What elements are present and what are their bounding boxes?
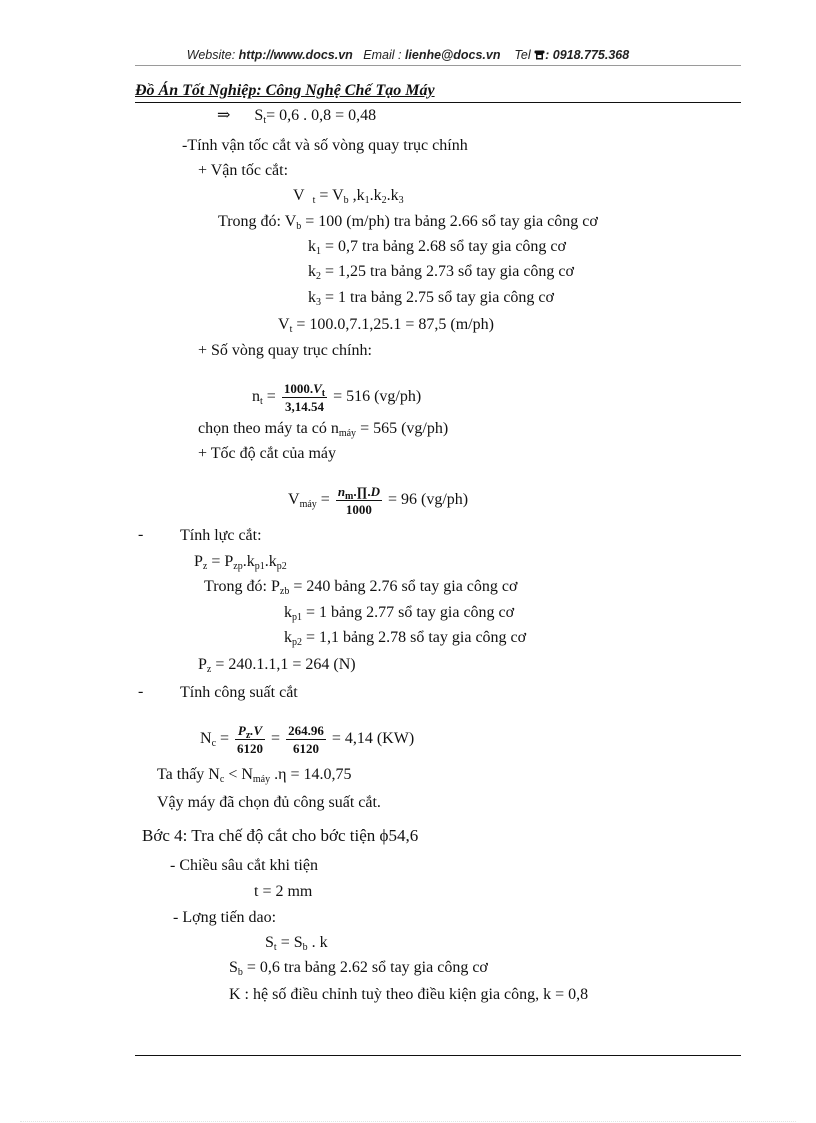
line-conclusion: Vậy máy đã chọn đủ công suất cắt. [157, 794, 381, 811]
bullet-dash: - [138, 683, 144, 700]
line-pz-result: $P_z = 240.1.1,1 = 264$ (N) [198, 656, 356, 675]
line-step4-heading: Bớc 4: Tra chế độ cắt cho bớc tiện ϕ54,6 [142, 826, 419, 845]
line-kp2: $k_{p2} = 1,1$ bảng 2.78 sổ tay gia công cơ [284, 629, 527, 648]
line-spindle-heading: + Số vòng quay trục chính: [198, 342, 372, 359]
line-k2: $k_2 = 1,25$ tra bảng 2.73 sổ tay gia công cơ [308, 263, 574, 282]
line-sb: $S_b = 0,6$ tra bảng 2.62 sổ tay gia công cơ [229, 959, 488, 978]
tel-label: Tel [514, 48, 531, 62]
footer-rule [135, 1055, 741, 1056]
line-k3: $k_3 = 1$ tra bảng 2.75 sổ tay gia công cơ [308, 289, 554, 308]
implies-arrow: ⇒ [217, 107, 231, 124]
nt-fraction: $\frac{1000.V_t}{3,14.54}$ [283, 381, 326, 414]
email-link[interactable]: lienhe@docs.vn [404, 48, 501, 62]
line-power-heading: Tính công suất cắt [180, 684, 298, 701]
line-cutting-speed-heading: + Vận tốc cắt: [198, 162, 289, 179]
line-k1: $k_1 = 0,7$ tra bảng 2.68 sổ tay gia công cơ [308, 238, 566, 257]
line-kp1: $k_{p1} = 1$ bảng 2.77 sổ tay gia công cơ [284, 604, 515, 623]
line-force-heading: Tính lực cắt: [180, 527, 262, 544]
tel-number: : 0918.775.368 [545, 48, 630, 62]
line-st-result: ⇒ $S_t= 0,6$ . 0,8 = 0,48 [217, 107, 377, 126]
page-edge-dots [20, 1121, 796, 1122]
website-label: Website: [186, 48, 236, 62]
nc-fraction-2: $\frac{264.96}{6120}$ [288, 723, 324, 756]
line-power-check: Ta thấy $N_c < N_{máy}$ .η = 14.0,75 [157, 766, 352, 785]
line-machine-n: chọn theo máy ta có $n_{máy} = 565$ (vg/ph) [198, 420, 449, 439]
bullet-dash: - [138, 526, 144, 543]
phone-icon [534, 50, 545, 60]
website-link[interactable]: http://www.docs.vn [238, 48, 353, 62]
line-vmay-formula: $V_{máy}$ = $\frac{n_m.\prod.D}{1000}$ = 96 (vg/ph) [288, 484, 469, 517]
line-st-formula: $S_t = S_b$ . k [265, 934, 328, 953]
page-header [0, 48, 816, 62]
document-title: Đồ Án Tốt Nghiệp: Công Nghệ Chế Tạo Máy [135, 82, 741, 103]
line-depth-heading: - Chiều sâu cắt khi tiện [170, 857, 318, 874]
nc-fraction-1: $\frac{P_z.V}{6120}$ [237, 723, 264, 756]
line-pz-formula: $P_z = P_{zp}.k_{p1}.k_{p2}$ [194, 553, 287, 572]
line-nt-formula: $n_t$ = $\frac{1000.V_t}{3,14.54}$ = 516 (vg/ph) [252, 381, 422, 414]
phi-symbol: ϕ [379, 826, 389, 845]
header-rule [135, 65, 741, 66]
email-label: Email : [363, 48, 402, 62]
line-vt-formula: V $_t = V_b$ $,k_1.k_2.k_3$ [293, 187, 404, 206]
line-section-speed: -Tính vận tốc cắt và số vòng quay trục chính [182, 137, 468, 154]
line-depth-value: t = 2 mm [254, 883, 313, 900]
vmay-fraction: $\frac{n_m.\prod.D}{1000}$ [337, 484, 380, 517]
line-machine-speed-heading: + Tốc độ cắt của máy [198, 445, 337, 462]
line-vb: Trong đó: $V_b = 100$ (m/ph) tra bảng 2.66 sổ tay gia công cơ [218, 213, 598, 232]
line-pzb: Trong đó: $P_{zb} = 240$ bảng 2.76 sổ tay gia công cơ [204, 578, 518, 597]
line-k-coefficient: K : hệ số điều chỉnh tuỳ theo điều kiện gia công, k = 0,8 [229, 986, 589, 1003]
line-nc-formula: $N_c$ = $\frac{P_z.V}{6120}$ = $\frac{264.96}{6120}$ = 4,14 (KW) [200, 723, 415, 756]
line-vt-result: $V_t = 100.0,7.1,25.1 = 87,5$ (m/ph) [278, 316, 494, 335]
line-feed-heading: - Lợng tiến dao: [173, 909, 277, 926]
